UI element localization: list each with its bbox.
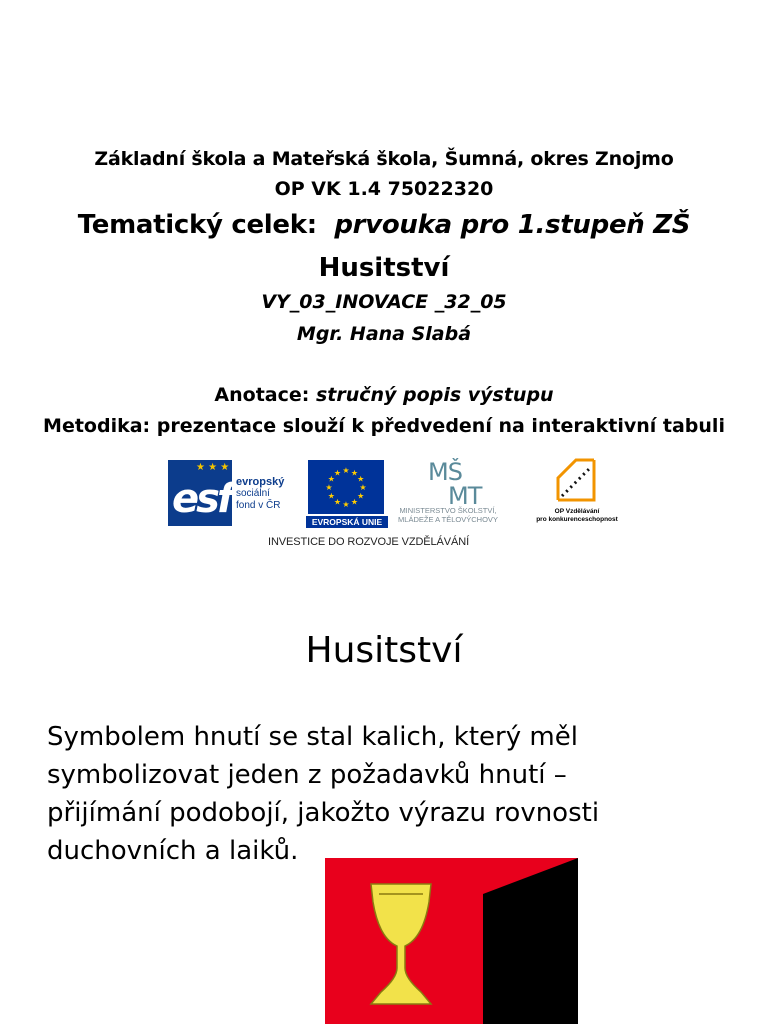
eu-star-icon: ★: [327, 474, 335, 484]
annotation-label: Anotace:: [214, 384, 310, 406]
school-name: Základní škola a Mateřská škola, Šumná, okres Znojmo: [94, 148, 674, 170]
esf-caption-line3: fond v ČR: [236, 500, 281, 511]
eu-star-icon: ★: [333, 497, 342, 507]
investice-slogan: INVESTICE DO ROZVOJE VZDĚLÁVÁNÍ: [268, 536, 470, 548]
msmt-mark-icon: [426, 458, 496, 506]
material-code: VY_03_INOVACE _32_05: [261, 291, 507, 313]
eu-star-icon: ★: [325, 483, 333, 492]
slide-title: Husitství: [305, 630, 463, 671]
eu-logo: [306, 460, 386, 528]
eu-star-icon: ★: [359, 483, 367, 492]
esf-stars-icon: ★ ★ ★: [196, 462, 230, 473]
topic-title: Husitství: [318, 253, 450, 283]
slide-body-text: Symbolem hnutí se stal kalich, který měl symbolizovat jeden z požadavků hnutí – přijímání podobojí, jakožto výrazu rovnosti duchovních a laiků.: [47, 722, 600, 866]
svg-text:MT: MT: [448, 482, 482, 506]
project-number: OP VK 1.4 75022320: [274, 178, 494, 200]
eu-star-icon: ★: [350, 497, 359, 507]
eu-star-icon: ★: [342, 500, 350, 509]
eu-star-icon: ★: [333, 468, 342, 478]
author-name: Mgr. Hana Slabá: [296, 323, 472, 345]
opvk-mark-icon: [552, 456, 600, 506]
svg-text:MŠ: MŠ: [428, 458, 462, 486]
msmt-caption-line1: MINISTERSTVO ŠKOLSTVÍ,: [399, 506, 497, 515]
msmt-caption-line2: MLÁDEŽE A TĚLOVÝCHOVY: [398, 515, 498, 524]
esf-caption: [236, 476, 284, 512]
thematic-unit: [0, 210, 768, 240]
annotation: [0, 384, 768, 406]
opvk-caption-line2: pro konkurenceschopnost: [536, 516, 618, 523]
esf-caption-line2: sociální: [236, 488, 270, 499]
msmt-caption: [392, 506, 504, 524]
eu-star-icon: ★: [357, 491, 365, 501]
eu-caption: EVROPSKÁ UNIE: [306, 516, 388, 528]
eu-star-icon: ★: [357, 474, 365, 484]
eu-star-icon: ★: [327, 491, 335, 501]
methodology: [0, 415, 768, 453]
opvk-caption: [530, 508, 624, 524]
opvk-caption-line1: OP Vzdělávání: [554, 508, 600, 515]
opvk-logo: [530, 456, 624, 530]
msmt-logo: [392, 458, 504, 530]
esf-caption-line1: evropský: [236, 476, 285, 488]
hussite-flag-image: [325, 858, 578, 1024]
thematic-label: Tematický celek:: [77, 210, 317, 240]
thematic-value: prvouka pro 1.stupeň ZŠ: [334, 210, 691, 240]
esf-logo: [168, 460, 304, 528]
methodology-text: Metodika: prezentace slouží k předvedení na interaktivní tabuli: [43, 415, 725, 437]
annotation-value: stručný popis výstupu: [315, 384, 554, 406]
eu-flag-icon: [308, 460, 384, 514]
eu-star-icon: ★: [350, 468, 359, 478]
eu-star-icon: ★: [342, 466, 350, 475]
esf-mark: esf: [172, 476, 232, 522]
sponsor-logos: [164, 456, 624, 556]
